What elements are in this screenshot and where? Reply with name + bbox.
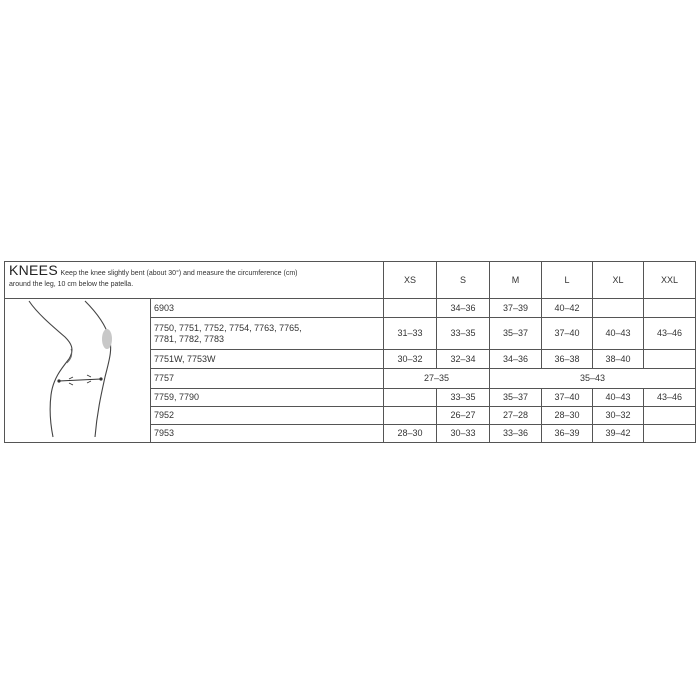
cell-6903-xs bbox=[384, 299, 437, 318]
cell-7751w-xs: 30–32 bbox=[384, 350, 437, 369]
size-header-xs: XS bbox=[384, 262, 437, 299]
cell-7750-m: 35–37 bbox=[490, 318, 542, 350]
model-7952: 7952 bbox=[151, 406, 384, 424]
size-header-s: S bbox=[437, 262, 490, 299]
cell-7751w-xxl bbox=[644, 350, 696, 369]
cell-7759-s: 33–35 bbox=[437, 388, 490, 406]
model-7759: 7759, 7790 bbox=[151, 388, 384, 406]
cell-7952-xs bbox=[384, 406, 437, 424]
size-table bbox=[4, 261, 696, 443]
cell-6903-l: 40–42 bbox=[542, 299, 593, 318]
cell-7750-xl: 40–43 bbox=[593, 318, 644, 350]
cell-7751w-m: 34–36 bbox=[490, 350, 542, 369]
cell-6903-xl bbox=[593, 299, 644, 318]
knee-figure bbox=[5, 299, 151, 443]
model-7953: 7953 bbox=[151, 424, 384, 442]
model-7757: 7757 bbox=[151, 369, 384, 388]
cell-7751w-l: 36–38 bbox=[542, 350, 593, 369]
cell-7953-xs: 28–30 bbox=[384, 424, 437, 442]
instruction-text-1: Keep the knee slightly bent (about 30°) and measure the circumference (cm) bbox=[60, 270, 298, 277]
measure-line-icon bbox=[59, 379, 101, 381]
cell-7952-s: 26–27 bbox=[437, 406, 490, 424]
cell-7750-l: 37–40 bbox=[542, 318, 593, 350]
model-7751w: 7751W, 7753W bbox=[151, 350, 384, 369]
model-6903: 6903 bbox=[151, 299, 384, 318]
cell-7952-l: 28–30 bbox=[542, 406, 593, 424]
cell-6903-s: 34–36 bbox=[437, 299, 490, 318]
model-line-2: 7781, 7782, 7783 bbox=[154, 333, 225, 344]
cell-7757-m-xxl: 35–43 bbox=[490, 369, 696, 388]
cell-7759-l: 37–40 bbox=[542, 388, 593, 406]
cell-7953-xl: 39–42 bbox=[593, 424, 644, 442]
cell-7952-xl: 30–32 bbox=[593, 406, 644, 424]
cell-7750-s: 33–35 bbox=[437, 318, 490, 350]
cell-7759-m: 35–37 bbox=[490, 388, 542, 406]
cell-7952-xxl bbox=[644, 406, 696, 424]
patella-icon bbox=[102, 329, 112, 349]
size-header-xl: XL bbox=[593, 262, 644, 299]
cell-6903-xxl bbox=[644, 299, 696, 318]
knee-measurement-icon bbox=[5, 299, 150, 439]
model-line-1: 7750, 7751, 7752, 7754, 7763, 7765, bbox=[154, 322, 302, 333]
size-header-l: L bbox=[542, 262, 593, 299]
cell-7757-xs-s: 27–35 bbox=[384, 369, 490, 388]
cell-7952-m: 27–28 bbox=[490, 406, 542, 424]
size-header-m: M bbox=[490, 262, 542, 299]
cell-7759-xl: 40–43 bbox=[593, 388, 644, 406]
size-header-xxl: XXL bbox=[644, 262, 696, 299]
page-title: KNEES bbox=[9, 262, 58, 278]
cell-7953-s: 30–33 bbox=[437, 424, 490, 442]
cell-7759-xxl: 43–46 bbox=[644, 388, 696, 406]
cell-7751w-s: 32–34 bbox=[437, 350, 490, 369]
cell-7953-xxl bbox=[644, 424, 696, 442]
table-row bbox=[5, 299, 696, 318]
cell-7759-xs bbox=[384, 388, 437, 406]
cell-6903-m: 37–39 bbox=[490, 299, 542, 318]
cell-7953-l: 36–39 bbox=[542, 424, 593, 442]
model-7750-group bbox=[151, 318, 384, 350]
cell-7953-m: 33–36 bbox=[490, 424, 542, 442]
table-header bbox=[5, 262, 384, 299]
cell-7750-xs: 31–33 bbox=[384, 318, 437, 350]
cell-7751w-xl: 38–40 bbox=[593, 350, 644, 369]
header-row bbox=[5, 262, 696, 299]
instruction-text-2: around the leg, 10 cm below the patella. bbox=[9, 281, 134, 288]
cell-7750-xxl: 43–46 bbox=[644, 318, 696, 350]
knee-size-chart bbox=[4, 261, 695, 436]
